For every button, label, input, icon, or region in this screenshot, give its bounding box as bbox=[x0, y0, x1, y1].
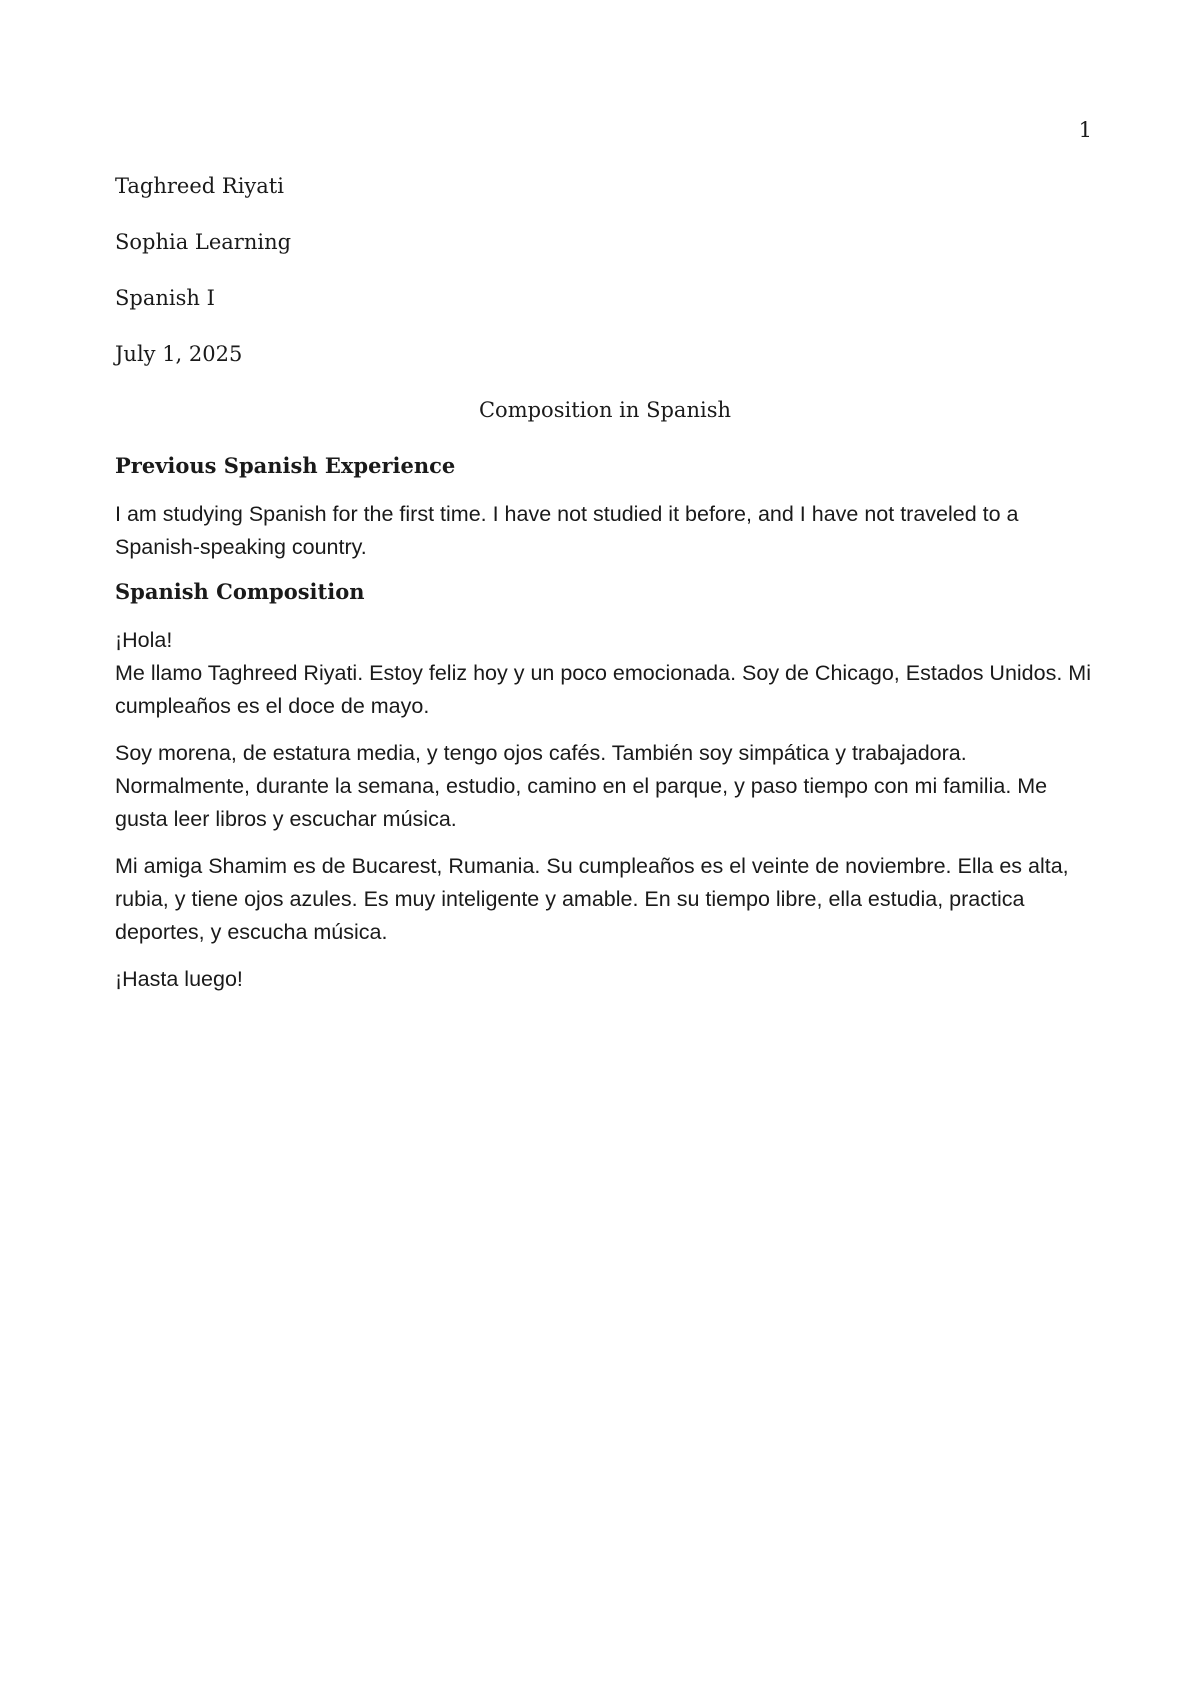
composition-paragraph-2: Soy morena, de estatura media, y tengo ojos cafés. También soy simpática y trabajadora. Normalmente, durante la semana, estudio, camino en el parque, y paso tiempo con mi familia. Me gusta leer libros y escuchar música. bbox=[115, 741, 1048, 831]
document-body bbox=[115, 172, 1095, 1010]
closing: ¡Hasta luego! bbox=[115, 967, 243, 991]
composition-paragraph-3: Mi amiga Shamim es de Bucarest, Rumania. Su cumpleaños es el veinte de noviembre. Ella es alta, rubia, y tiene ojos azules. Es muy inteligente y amable. En su tiempo libre, ella estudia, practica deportes, y escucha música. bbox=[115, 854, 1069, 944]
document-title: Composition in Spanish bbox=[478, 398, 731, 422]
experience-text: I am studying Spanish for the first time. I have not studied it before, and I have not traveled to a Spanish-speaking country. bbox=[115, 502, 1019, 559]
document-date: July 1, 2025 bbox=[115, 342, 243, 366]
experience-heading: Previous Spanish Experience bbox=[115, 453, 456, 478]
composition-heading: Spanish Composition bbox=[115, 579, 365, 604]
institution-name: Sophia Learning bbox=[115, 230, 292, 254]
greeting: ¡Hola! bbox=[115, 628, 173, 652]
author-name: Taghreed Riyati bbox=[115, 174, 284, 198]
composition-paragraph-1: Me llamo Taghreed Riyati. Estoy feliz hoy y un poco emocionada. Soy de Chicago, Estados Unidos. Mi cumpleaños es el doce de mayo. bbox=[115, 661, 1091, 718]
page-number: 1 bbox=[1078, 118, 1092, 142]
course-name: Spanish I bbox=[115, 286, 215, 310]
